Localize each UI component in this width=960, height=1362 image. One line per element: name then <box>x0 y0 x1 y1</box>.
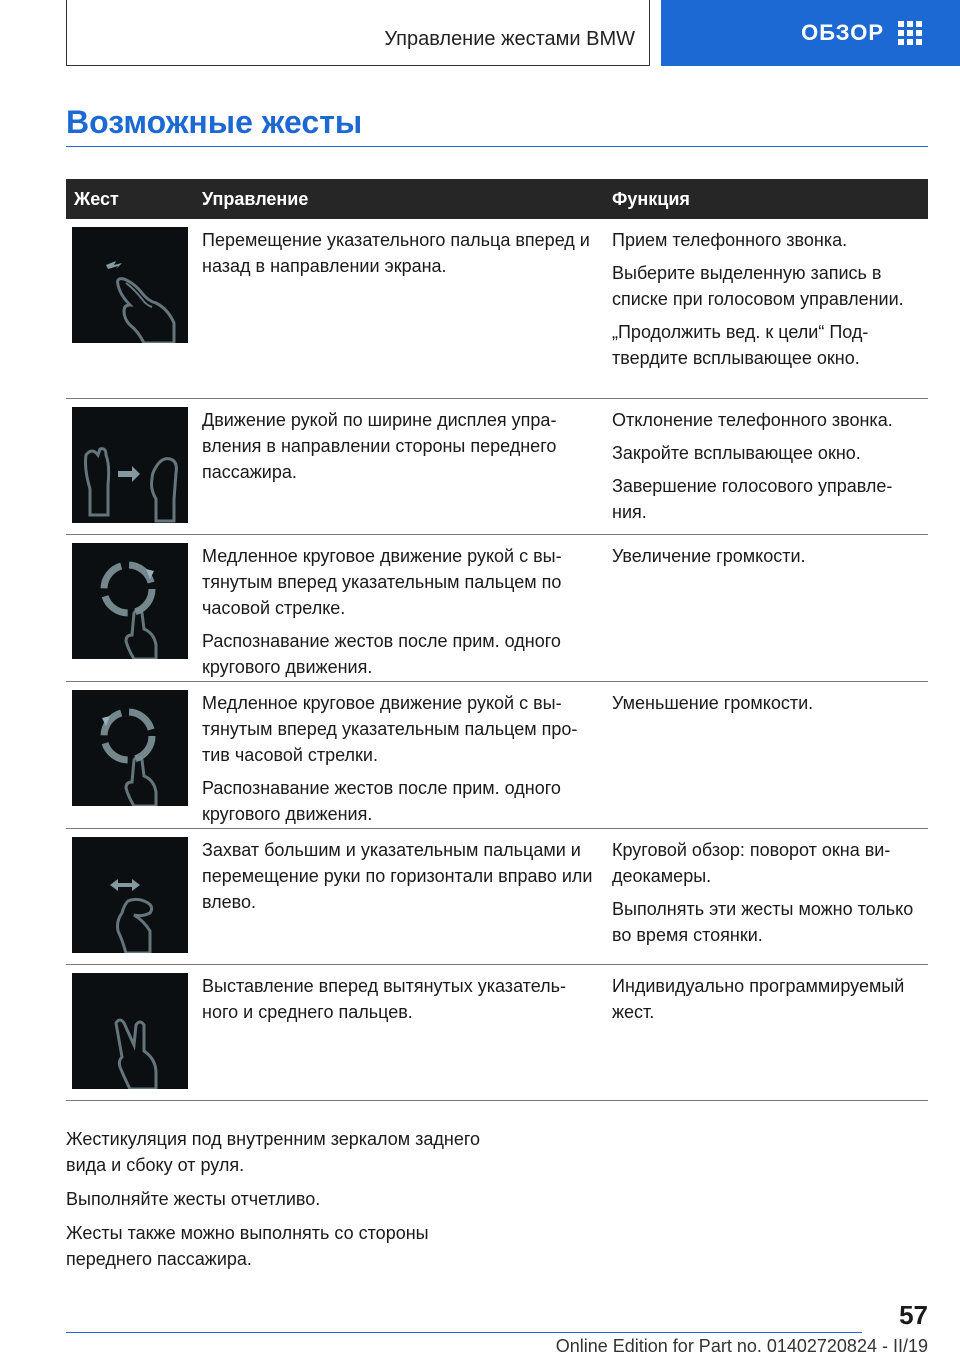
circle-counterclockwise-gesture-image <box>72 690 188 806</box>
control-text: Медленное круговое движение рукой с вытянутым вперед указательным пальцем по часовой стрелке. <box>202 546 562 618</box>
function-text: Прием телефонного звонка. <box>612 230 848 250</box>
two-fingers-gesture-image <box>72 973 188 1089</box>
function-text: Увеличение громкости. <box>612 546 806 566</box>
page-title: Возможные жесты <box>66 104 363 140</box>
gesture-cell <box>66 399 194 534</box>
grid-icon <box>898 21 922 45</box>
table-row <box>66 399 928 535</box>
control-text: Медленное круговое движение рукой с вытянутым вперед указательным пальцем против часовой стрелки. <box>202 693 578 765</box>
control-cell <box>194 965 604 1100</box>
function-text: Круговой обзор: поворот окна видеокамеры. <box>612 840 891 886</box>
pinch-move-gesture-image <box>72 837 188 953</box>
section-tab[interactable] <box>661 0 960 66</box>
note-text: Жесты также можно выполнять со стороны переднего пассажира. <box>66 1223 429 1269</box>
table-header <box>66 179 928 219</box>
control-cell <box>194 682 604 828</box>
function-cell <box>604 535 928 681</box>
control-text: Распознавание жестов после прим. одного кругового движения. <box>202 631 561 677</box>
swipe-finger-gesture-image <box>72 227 188 343</box>
title-divider <box>66 146 928 147</box>
gestures-table <box>66 179 928 1101</box>
header-function: Функция <box>612 188 690 209</box>
gesture-cell <box>66 965 194 1100</box>
function-cell <box>604 219 928 398</box>
table-row <box>66 965 928 1101</box>
control-cell <box>194 399 604 534</box>
footer-text: Online Edition for Part no. 01402720824 - II/19 <box>555 1336 928 1356</box>
control-cell <box>194 535 604 681</box>
notes <box>66 1126 486 1280</box>
function-text: Отклонение телефонного звонка. <box>612 410 893 430</box>
function-text: Закройте всплывающее окно. <box>612 443 861 463</box>
function-text: „Продолжить вед. к цели“ Подтвердите всплывающее окно. <box>612 322 869 368</box>
gesture-cell <box>66 219 194 398</box>
function-cell <box>604 399 928 534</box>
function-cell <box>604 682 928 828</box>
function-text: Завершение голосового управления. <box>612 476 893 522</box>
header-gesture: Жест <box>74 188 119 209</box>
header-title: Управление жестами BMW <box>384 28 635 50</box>
function-text: Выполнять эти жесты можно только во время стоянки. <box>612 899 914 945</box>
gesture-cell <box>66 829 194 964</box>
function-cell <box>604 965 928 1100</box>
control-cell <box>194 829 604 964</box>
control-text: Распознавание жестов после прим. одного кругового движения. <box>202 778 561 824</box>
control-text: Захват большим и указательным пальцами и перемещение руки по горизонтали вправо или влево. <box>202 840 593 912</box>
header-control: Управление <box>202 188 309 209</box>
footer-divider <box>66 1332 862 1333</box>
table-row <box>66 219 928 399</box>
table-row <box>66 535 928 682</box>
table-row <box>66 682 928 829</box>
gesture-cell <box>66 682 194 828</box>
function-text: Выберите выделенную запись в списке при голосовом управлении. <box>612 263 904 309</box>
control-text: Движение рукой по ширине дисплея управления в направлении стороны переднего пассажира. <box>202 410 557 482</box>
page-number: 57 <box>899 1300 928 1330</box>
note-text: Жестикуляция под внутренним зеркалом заднего вида и сбоку от руля. <box>66 1129 481 1175</box>
control-cell <box>194 219 604 398</box>
table-row <box>66 829 928 965</box>
control-text: Выставление вперед вытянутых указательного и среднего пальцев. <box>202 976 567 1022</box>
hand-swipe-gesture-image <box>72 407 188 523</box>
note-text: Выполняйте жесты отчетливо. <box>66 1189 321 1209</box>
circle-clockwise-gesture-image <box>72 543 188 659</box>
header-box <box>66 0 650 66</box>
function-cell <box>604 829 928 964</box>
function-text: Уменьшение громкости. <box>612 693 814 713</box>
function-text: Индивидуально программируемый жест. <box>612 976 905 1022</box>
control-text: Перемещение указательного пальца вперед и назад в направлении экрана. <box>202 230 590 276</box>
gesture-cell <box>66 535 194 681</box>
section-tab-label: ОБЗОР <box>801 20 884 45</box>
